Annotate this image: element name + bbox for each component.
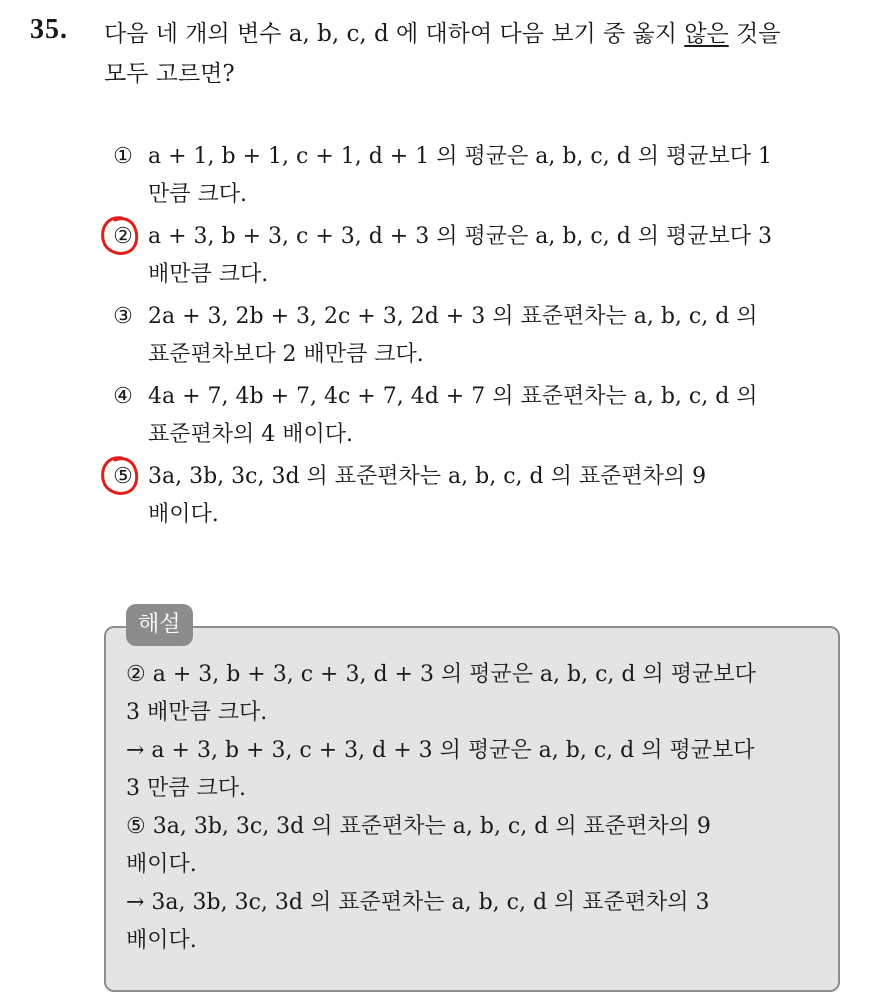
choice-number: ④: [113, 384, 133, 409]
choice-line: a + 1, b + 1, c + 1, d + 1 의 평균은 a, b, c, d 의 평균보다 1: [148, 144, 773, 169]
choice-2[interactable]: [108, 218, 848, 294]
explanation-line: 배이다.: [126, 928, 197, 953]
choice-line: 표준편차보다 2 배만큼 크다.: [148, 342, 424, 367]
choice-number: ①: [113, 144, 133, 169]
choice-number: ⑤: [113, 464, 133, 489]
choice-body: [148, 378, 848, 454]
explanation-text: [126, 656, 826, 960]
choice-list: [108, 138, 848, 538]
question-line1-after: 것을: [728, 21, 781, 47]
question-line1-before: 다음 네 개의 변수 a, b, c, d 에 대하여 다음 보기 중 옳지: [104, 21, 685, 47]
question-line2: 모두 고르면?: [104, 61, 235, 87]
choice-3[interactable]: [108, 298, 848, 374]
choice-line: 배만큼 크다.: [148, 262, 269, 287]
choice-1[interactable]: [108, 138, 848, 214]
choice-5[interactable]: [108, 458, 848, 534]
explanation-line: ⑤ 3a, 3b, 3c, 3d 의 표준편차는 a, b, c, d 의 표준편차의 9: [126, 814, 711, 839]
explanation-line: 3 만큼 크다.: [126, 776, 246, 801]
choice-line: 2a + 3, 2b + 3, 2c + 3, 2d + 3 의 표준편차는 a, b, c, d 의: [148, 304, 758, 329]
question-underlined-word: 않은: [684, 21, 729, 47]
explanation-tag: 해설: [126, 604, 193, 646]
choice-line: 배이다.: [148, 502, 219, 527]
explanation-line: → a + 3, b + 3, c + 3, d + 3 의 평균은 a, b, c, d 의 평균보다: [126, 738, 755, 763]
question-number: 35.: [30, 14, 68, 45]
choice-line: 3a, 3b, 3c, 3d 의 표준편차는 a, b, c, d 의 표준편차의 9: [148, 464, 707, 489]
question-text: [104, 14, 874, 94]
choice-body: [148, 218, 848, 294]
explanation-line: → 3a, 3b, 3c, 3d 의 표준편차는 a, b, c, d 의 표준편차의 3: [126, 890, 710, 915]
choice-number: ③: [113, 304, 133, 329]
choice-4[interactable]: [108, 378, 848, 454]
choice-body: [148, 138, 848, 214]
choice-line: 표준편차의 4 배이다.: [148, 422, 353, 447]
choice-number: ②: [113, 224, 133, 249]
explanation-line: ② a + 3, b + 3, c + 3, d + 3 의 평균은 a, b, c, d 의 평균보다: [126, 662, 756, 687]
explanation-line: 3 배만큼 크다.: [126, 700, 268, 725]
choice-line: a + 3, b + 3, c + 3, d + 3 의 평균은 a, b, c, d 의 평균보다 3: [148, 224, 773, 249]
explanation-line: 배이다.: [126, 852, 197, 877]
choice-body: [148, 458, 848, 534]
choice-body: [148, 298, 848, 374]
choice-line: 4a + 7, 4b + 7, 4c + 7, 4d + 7 의 표준편차는 a, b, c, d 의: [148, 384, 758, 409]
choice-line: 만큼 크다.: [148, 182, 247, 207]
